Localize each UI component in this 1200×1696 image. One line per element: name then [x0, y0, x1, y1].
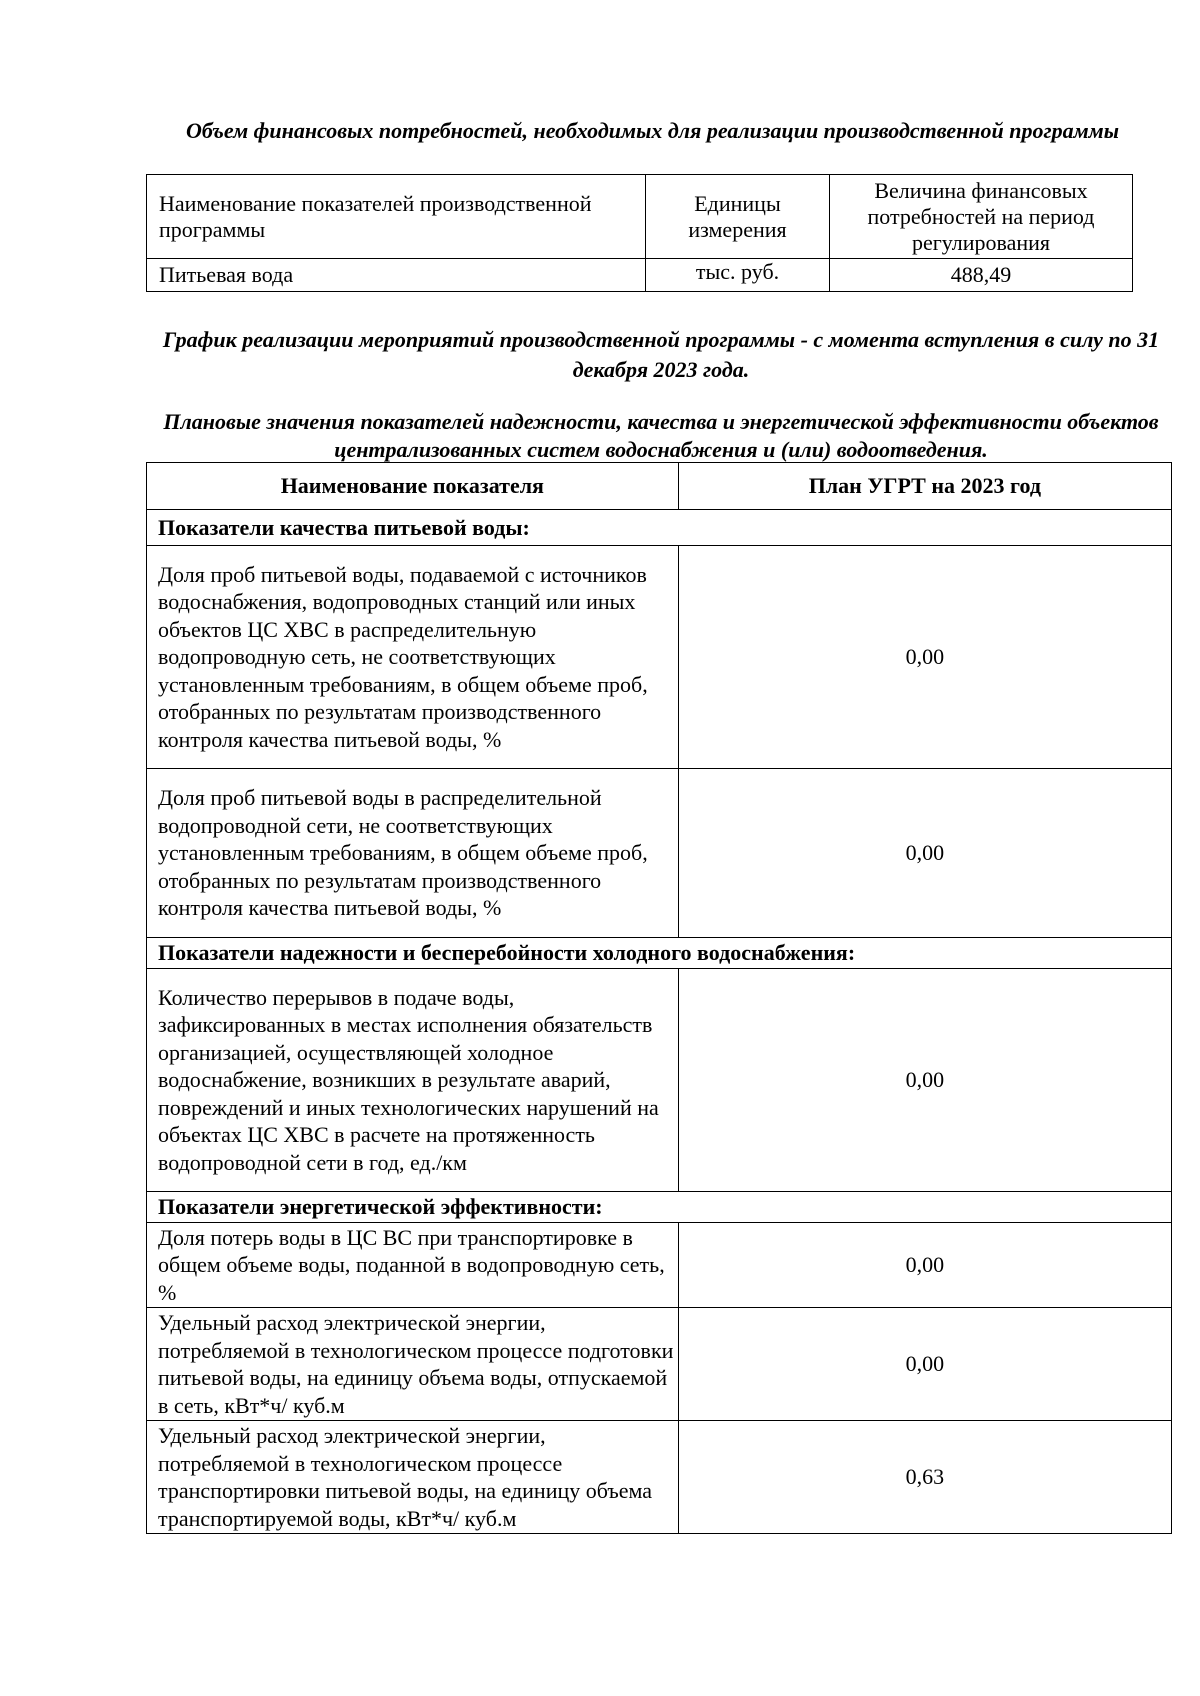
row-value: 0,00 — [678, 1308, 1171, 1421]
group-header-row — [147, 1192, 1172, 1223]
schedule-title: График реализации мероприятий производственной программы - с момента вступления в силу по 31 декабря 2023 года. — [162, 327, 1160, 382]
row-name: Удельный расход электрической энергии, потребляемой в технологическом процессе подготовки питьевой воды, на единицу объема воды, отпускаемой в сеть, кВт*ч/ куб.м — [147, 1308, 679, 1421]
row-value: 0,00 — [678, 1223, 1171, 1308]
table-row — [147, 969, 1172, 1192]
header-plan: План УГРТ на 2023 год — [678, 463, 1171, 510]
row-value: 0,00 — [678, 546, 1171, 769]
table-row — [147, 1223, 1172, 1308]
row-value: 0,00 — [678, 769, 1171, 938]
table-header-row — [147, 463, 1172, 510]
table-row — [147, 546, 1172, 769]
row-name: Питьевая вода — [147, 259, 646, 292]
row-name: Удельный расход электрической энергии, потребляемой в технологическом процессе транспортировки питьевой воды, на единицу объема транспортируемой воды, кВт*ч/ куб.м — [147, 1421, 679, 1534]
header-indicator-name: Наименование показателей производственной программы — [147, 175, 646, 259]
group-header-row — [147, 510, 1172, 546]
table-header-row — [147, 175, 1133, 259]
table-row — [147, 1308, 1172, 1421]
header-indicator: Наименование показателя — [147, 463, 679, 510]
header-unit: Единицы измерения — [646, 175, 830, 259]
row-name: Доля проб питьевой воды, подаваемой с источников водоснабжения, водопроводных станций или иных объектов ЦС ХВС в распределительную водопроводную сеть, не соответствующих установленным требованиям, в общем объеме проб, отобранных по результатам производственного контроля качества питьевой воды, % — [147, 546, 679, 769]
table-row — [147, 1421, 1172, 1534]
row-name: Доля потерь воды в ЦС ВС при транспортировке в общем объеме воды, поданной в водопроводную сеть, % — [147, 1223, 679, 1308]
group-title-quality: Показатели качества питьевой воды: — [147, 510, 1172, 546]
row-value: 0,00 — [678, 969, 1171, 1192]
row-name: Доля проб питьевой воды в распределительной водопроводной сети, не соответствующих установленным требованиям, в общем объеме проб, отобранных по результатам производственного контроля качества питьевой воды, % — [147, 769, 679, 938]
financial-needs-title: Объем финансовых потребностей, необходимых для реализации производственной программы — [185, 118, 1120, 143]
row-value: 0,63 — [678, 1421, 1171, 1534]
group-title-energy: Показатели энергетической эффективности: — [147, 1192, 1172, 1223]
group-header-row — [147, 938, 1172, 969]
row-value: 488,49 — [830, 259, 1133, 292]
group-title-reliability: Показатели надежности и бесперебойности холодного водоснабжения: — [147, 938, 1172, 969]
indicators-table — [146, 462, 1172, 1534]
row-name: Количество перерывов в подаче воды, зафиксированных в местах исполнения обязательств организацией, осуществляющей холодное водоснабжение, возникших в результате аварий, повреждений и иных технологических нарушений на объектах ЦС ХВС в расчете на протяженность водопроводной сети в год, ед./км — [147, 969, 679, 1192]
table-row — [147, 259, 1133, 292]
table-row — [147, 769, 1172, 938]
financial-needs-table — [146, 174, 1133, 292]
header-financial-value: Величина финансовых потребностей на период регулирования — [830, 175, 1133, 259]
indicators-title: Плановые значения показателей надежности, качества и энергетической эффективности объектов централизованных систем водоснабжения и (или) водоотведения. — [163, 409, 1159, 462]
row-unit: тыс. руб. — [646, 259, 830, 292]
